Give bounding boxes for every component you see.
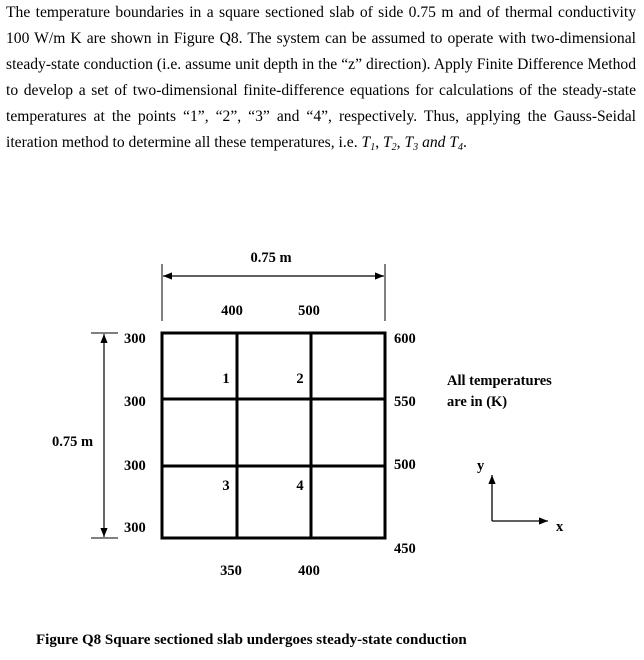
node-3-label: 3 bbox=[222, 478, 230, 494]
right-temp-2: 550 bbox=[394, 394, 416, 410]
figure-caption: Figure Q8 Square sectioned slab undergoes steady-state conduction bbox=[36, 632, 467, 648]
y-axis-label: y bbox=[477, 458, 485, 474]
t2-symbol: T bbox=[382, 134, 392, 151]
and-word: and bbox=[422, 134, 446, 151]
t2-subscript: 2 bbox=[391, 142, 397, 153]
x-axis-label: x bbox=[556, 519, 564, 535]
slab-boundary bbox=[162, 333, 385, 538]
left-temp-1: 300 bbox=[124, 331, 146, 347]
sentence-end: . bbox=[463, 134, 467, 151]
right-temp-4: 450 bbox=[394, 541, 416, 557]
t4-subscript: 4 bbox=[458, 142, 464, 153]
left-dimension-label: 0.75 m bbox=[52, 434, 94, 450]
t1-symbol: T bbox=[361, 134, 371, 151]
problem-body: The temperature boundaries in a square sectioned slab of side 0.75 m and of thermal conductivity 100 W/m K are shown in Figure Q8. The system can be assumed to operate with two-dimensional steady-state conduction (i.e. assume unit depth in the “z” direction). Apply Finite Difference Method to develop a set of two-dimensional finite-difference equations for calculations of the steady-state temperatures at the points “1”, “2”, “3” and “4”, respectively. Thus, applying the Gauss-Seidal iteration method to determine all these temperatures, i.e. bbox=[6, 4, 636, 151]
left-temp-3: 300 bbox=[124, 458, 146, 474]
t1-subscript: 1 bbox=[370, 142, 376, 153]
bottom-temp-1: 350 bbox=[220, 563, 242, 579]
problem-text: The temperature boundaries in a square sectioned slab of side 0.75 m and of thermal conductivity 100 W/m K are shown in Figure Q8. The system can be assumed to operate with two-dimensional steady-state conduction (i.e. assume unit depth in the “z” direction). Apply Finite Difference Method to develop a set of two-dimensional finite-difference equations for calculations of the steady-state temperatures at the points “1”, “2”, “3” and “4”, respectively. Thus, applying the Gauss-Seidal iteration method to determine all these temperatures, i.e. $T_1$, $T_2$, $T_3$ and $T_4$. bbox=[6, 4, 636, 153]
left-temp-2: 300 bbox=[124, 394, 146, 410]
node-2-label: 2 bbox=[296, 371, 304, 387]
bottom-temp-2: 400 bbox=[298, 563, 320, 579]
note-line-2: are in (K) bbox=[447, 394, 508, 410]
right-temp-1: 600 bbox=[394, 331, 416, 347]
top-temp-1: 400 bbox=[221, 303, 243, 319]
t4-symbol: T bbox=[449, 134, 459, 151]
node-4-label: 4 bbox=[296, 478, 304, 494]
right-temp-3: 500 bbox=[394, 457, 416, 473]
t3-symbol: T bbox=[404, 134, 414, 151]
top-temp-2: 500 bbox=[298, 303, 320, 319]
node-1-label: 1 bbox=[222, 371, 230, 387]
top-dimension-label: 0.75 m bbox=[250, 250, 292, 266]
left-temp-4: 300 bbox=[124, 520, 146, 536]
note-line-1: All temperatures bbox=[447, 373, 552, 389]
t3-subscript: 3 bbox=[413, 142, 419, 153]
